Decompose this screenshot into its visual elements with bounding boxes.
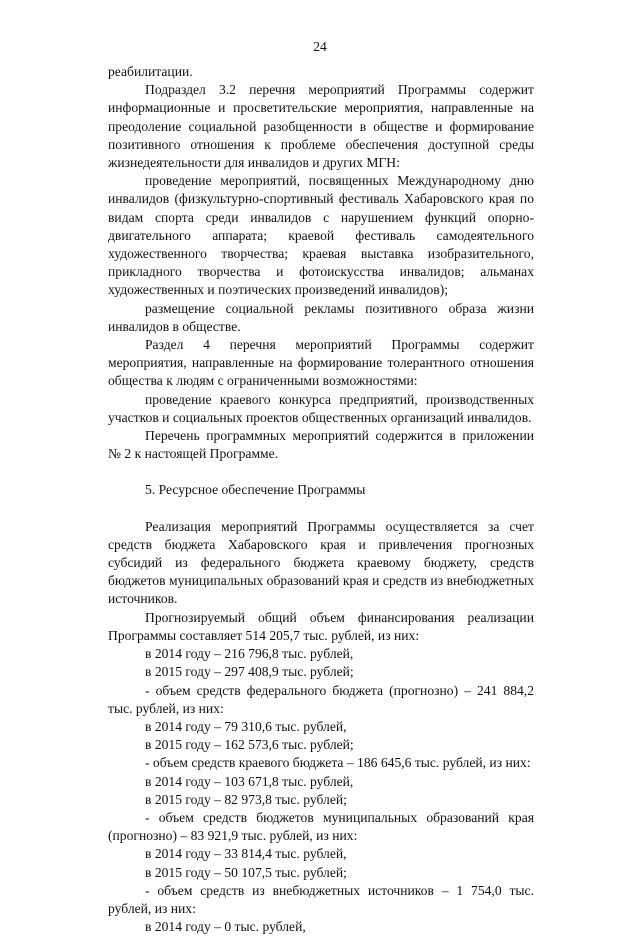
document-body bbox=[108, 63, 534, 936]
paragraph: в 2014 году – 79 310,6 тыс. рублей, bbox=[145, 718, 347, 734]
paragraph: размещение социальной рекламы позитивного образа жизни инвалидов в обществе. bbox=[108, 300, 534, 334]
paragraph: - объем средств из внебюджетных источников – 1 754,0 тыс. рублей, из них: bbox=[108, 882, 534, 916]
paragraph: проведение краевого конкурса предприятий, производственных участков и социальных проектов общественных организаций инвалидов. bbox=[108, 391, 534, 425]
paragraph: - объем средств федерального бюджета (прогнозно) – 241 884,2 тыс. рублей, из них: bbox=[108, 682, 534, 716]
paragraph: в 2014 году – 33 814,4 тыс. рублей, bbox=[145, 846, 347, 862]
paragraph: Прогнозируемый общий объем финансирования реализации Программы составляет 514 205,7 тыс. рублей, из них: bbox=[108, 609, 534, 643]
paragraph: в 2014 году – 0 тыс. рублей, bbox=[145, 919, 306, 935]
paragraph: в 2015 году – 297 408,9 тыс. рублей; bbox=[145, 664, 354, 680]
paragraph: проведение мероприятий, посвященных Международному дню инвалидов (физкультурно-спортивный фестиваль Хабаровского края по видам спорта среди инвалидов с нарушением функций опорно-двигательного аппарата; краевой фестиваль самодеятельного художественного творчества; краевая выставка изобразительного, прикладного творчества и фотоискусства инвалидов; альманах художественных и поэтических произведений инвалидов); bbox=[108, 173, 534, 298]
paragraph: в 2014 году – 103 671,8 тыс. рублей, bbox=[145, 773, 354, 789]
section-heading: 5. Ресурсное обеспечение Программы bbox=[145, 482, 366, 498]
section-after-heading bbox=[108, 518, 534, 936]
paragraph: в 2015 году – 82 973,8 тыс. рублей; bbox=[145, 791, 347, 807]
paragraph: Раздел 4 перечня мероприятий Программы содержит мероприятия, направленные на формирование толерантного отношения общества к людям с ограниченными возможностями: bbox=[108, 337, 534, 389]
paragraph: - объем средств бюджетов муниципальных образований края (прогнозно) – 83 921,9 тыс. рублей, из них: bbox=[108, 809, 534, 844]
paragraph: реабилитации. bbox=[108, 64, 193, 79]
paragraph: Перечень программных мероприятий содержится в приложении № 2 к настоящей Программе. bbox=[108, 428, 534, 462]
paragraph: Реализация мероприятий Программы осуществляется за счет средств бюджета Хабаровского края и привлечения прогнозных субсидий из федерального бюджета краевому бюджету, средств бюджетов муниципальных образований края и средств из внебюджетных источников. bbox=[108, 518, 534, 607]
paragraph: в 2015 году – 162 573,6 тыс. рублей; bbox=[145, 737, 354, 753]
page-number: 24 bbox=[313, 39, 327, 54]
section-before-heading bbox=[108, 63, 534, 463]
paragraph: Подраздел 3.2 перечня мероприятий Программы содержит информационные и просветительские мероприятия, направленные на преодоление социальной разобщенности в обществе и формирование позитивного отношения к проблеме обеспечения доступной среды жизнедеятельности для инвалидов и других МГН: bbox=[108, 82, 534, 171]
paragraph: - объем средств краевого бюджета – 186 645,6 тыс. рублей, из них: bbox=[145, 755, 531, 771]
paragraph: в 2015 году – 50 107,5 тыс. рублей; bbox=[145, 864, 347, 880]
paragraph: в 2014 году – 216 796,8 тыс. рублей, bbox=[145, 646, 354, 662]
